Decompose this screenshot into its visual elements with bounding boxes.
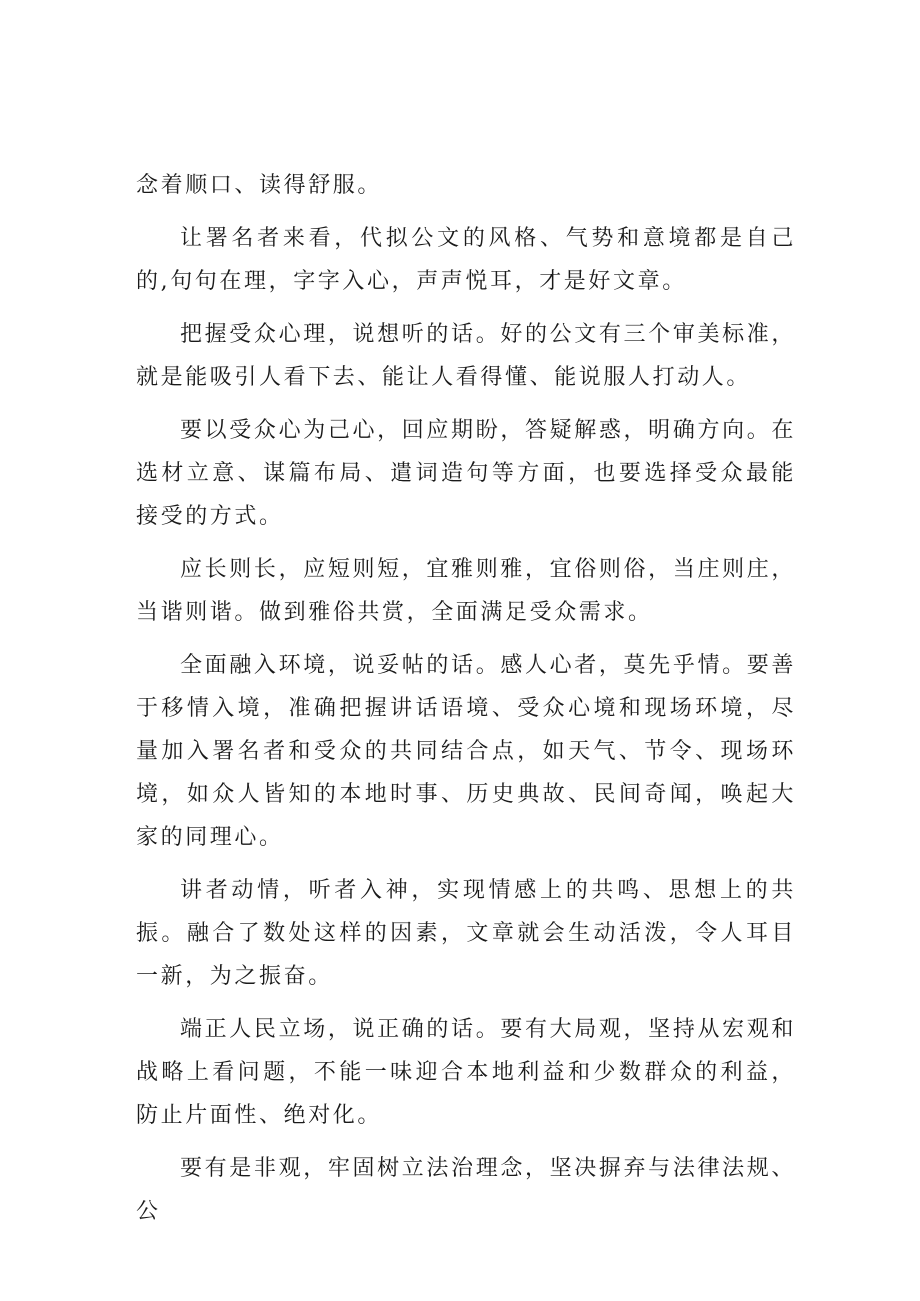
document-body [136,164,796,1243]
paragraph: 让署名者来看，代拟公文的风格、气势和意境都是自己的,句句在理，字字入心，声声悦耳，才是好文章。 [136,226,796,294]
paragraph: 要以受众心为己心，回应期盼，答疑解惑，明确方向。在选材立意、谋篇布局、遣词造句等方面，也要选择受众最能接受的方式。 [136,418,796,529]
paragraph: 讲者动情，听者入神，实现情感上的共鸣、思想上的共振。融合了数处这样的因素，文章就会生动活泼，令人耳目一新，为之振奋。 [136,878,796,989]
paragraph: 把握受众心理，说想听的话。好的公文有三个审美标准，就是能吸引人看下去、能让人看得懂、能说服人打动人。 [136,322,796,390]
paragraph: 要有是非观，牢固树立法治理念，坚决摒弃与法律法规、公 [136,1156,796,1224]
paragraph: 应长则长，应短则短，宜雅则雅，宜俗则俗，当庄则庄，当谐则谐。做到雅俗共赏，全面满足受众需求。 [136,557,796,625]
paragraph: 端正人民立场，说正确的话。要有大局观，坚持从宏观和战略上看问题，不能一味迎合本地利益和少数群众的利益，防止片面性、绝对化。 [136,1017,796,1128]
paragraph-continuation: 念着顺口、读得舒服。 [136,173,383,198]
paragraph: 全面融入环境，说妥帖的话。感人心者，莫先乎情。要善于移情入境，准确把握讲话语境、受众心境和现场环境，尽量加入署名者和受众的共同结合点，如天气、节令、现场环境，如众人皆知的本地时事、历史典故、民间奇闻，唤起大家的同理心。 [136,653,796,850]
